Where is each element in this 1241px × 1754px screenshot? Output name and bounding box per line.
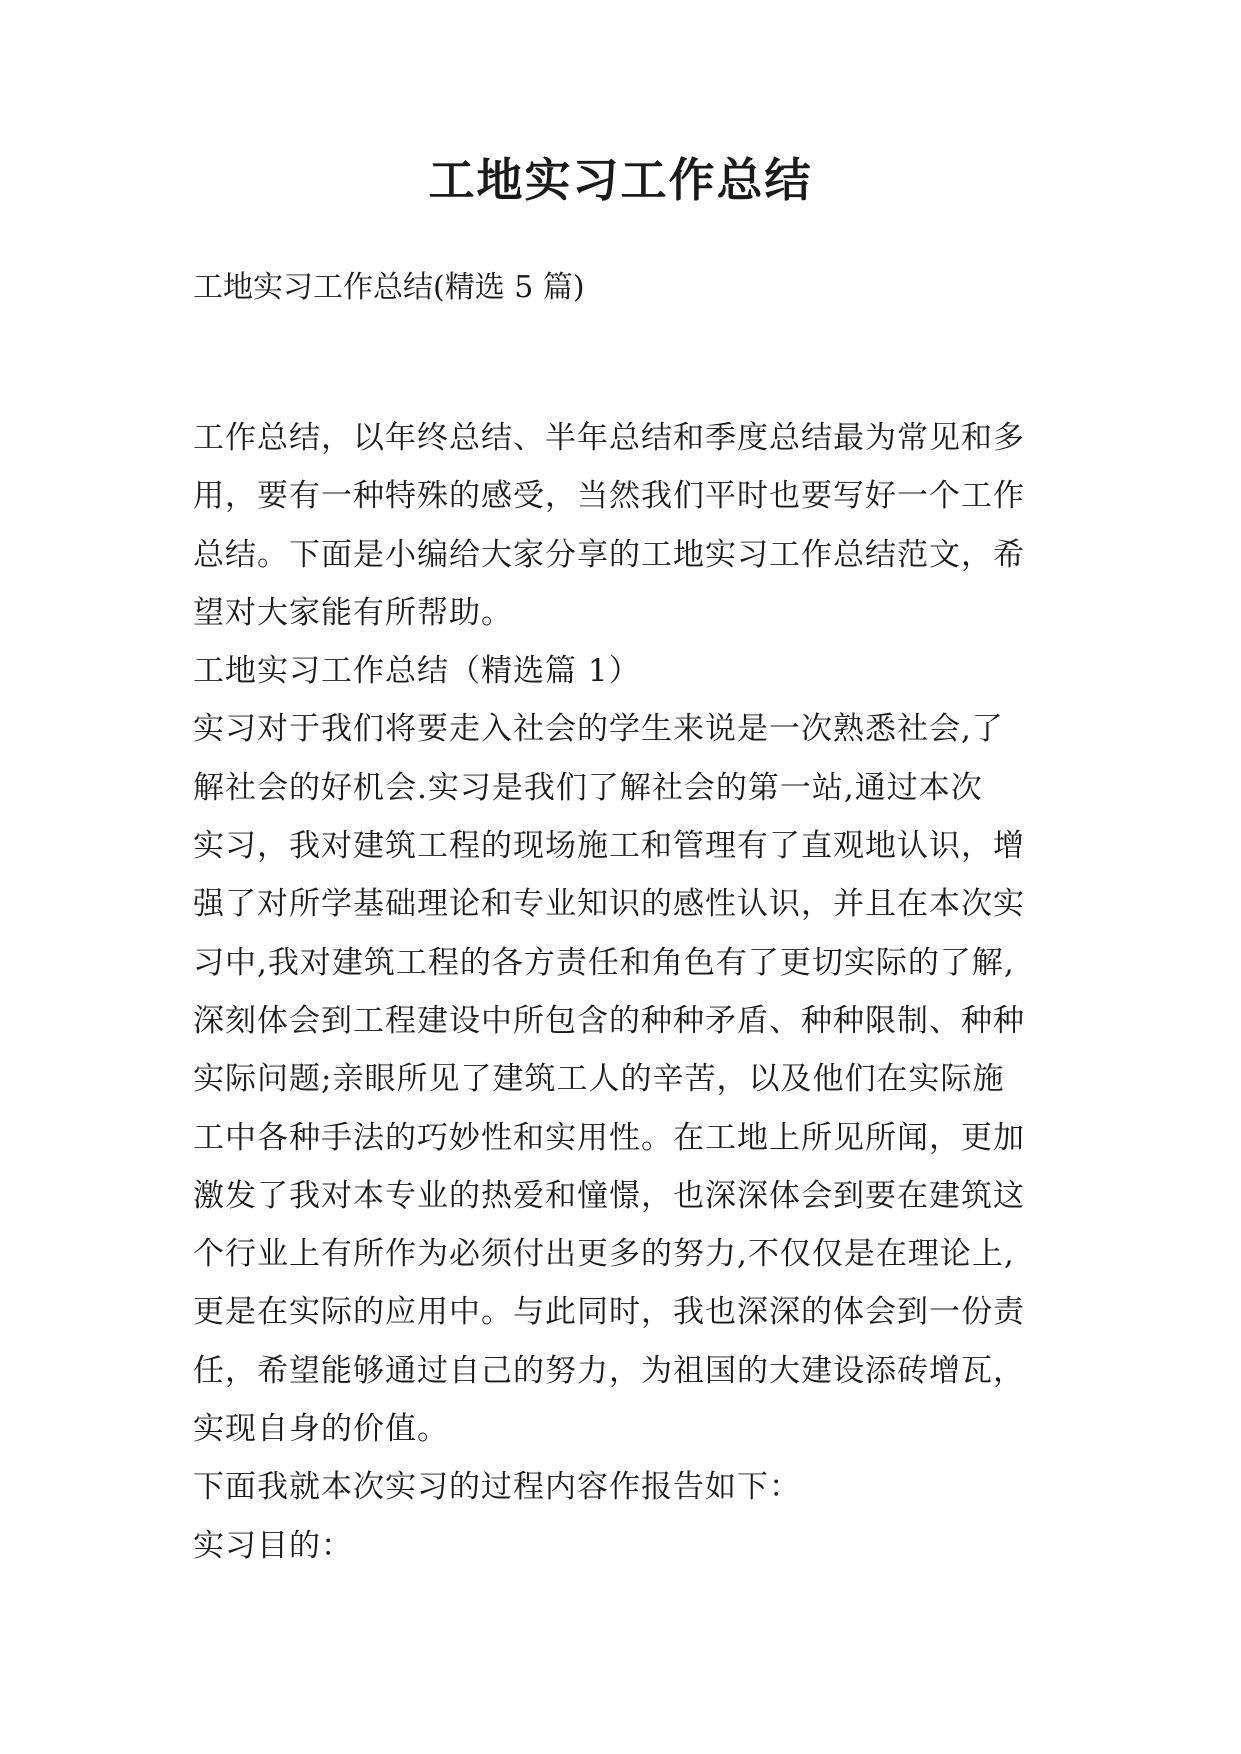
document-title: 工地实习工作总结 — [428, 153, 813, 207]
body-line: 实习目的： — [193, 1527, 353, 1564]
body-line: 下面我就本次实习的过程内容作报告如下： — [193, 1469, 801, 1506]
body-line: 深刻体会到工程建设中所包含的种种矛盾、种种限制、种种 — [193, 1002, 1025, 1039]
document-body — [193, 409, 1063, 1575]
body-line: 解社会的好机会.实习是我们了解社会的第一站,通过本次 — [193, 769, 983, 806]
document-subtitle: 工地实习工作总结(精选 5 篇) — [193, 270, 585, 305]
section-heading: 工地实习工作总结（精选篇 1） — [193, 653, 641, 690]
body-line: 实现自身的价值。 — [193, 1411, 449, 1448]
body-line: 任，希望能够通过自己的努力，为祖国的大建设添砖增瓦， — [193, 1352, 1025, 1389]
body-line: 望对大家能有所帮助。 — [193, 594, 513, 631]
body-line: 强了对所学基础理论和专业知识的感性认识，并且在本次实 — [193, 886, 1025, 923]
body-line: 实习，我对建筑工程的现场施工和管理有了直观地认识，增 — [193, 828, 1025, 865]
body-line: 个行业上有所作为必须付出更多的努力,不仅仅是在理论上, — [193, 1236, 1015, 1273]
body-line: 习中,我对建筑工程的各方责任和角色有了更切实际的了解, — [193, 944, 1015, 981]
body-line: 实际问题;亲眼所见了建筑工人的辛苦，以及他们在实际施 — [193, 1061, 1005, 1098]
body-line: 用，要有一种特殊的感受，当然我们平时也要写好一个工作 — [193, 478, 1025, 515]
body-line: 更是在实际的应用中。与此同时，我也深深的体会到一份责 — [193, 1294, 1025, 1331]
body-line: 总结。下面是小编给大家分享的工地实习工作总结范文，希 — [193, 536, 1025, 573]
body-line: 工中各种手法的巧妙性和实用性。在工地上所见所闻，更加 — [193, 1119, 1025, 1156]
body-line: 激发了我对本专业的热爱和憧憬，也深深体会到要在建筑这 — [193, 1177, 1025, 1214]
body-line: 实习对于我们将要走入社会的学生来说是一次熟悉社会,了 — [193, 711, 1004, 748]
body-line: 工作总结，以年终总结、半年总结和季度总结最为常见和多 — [193, 420, 1025, 456]
